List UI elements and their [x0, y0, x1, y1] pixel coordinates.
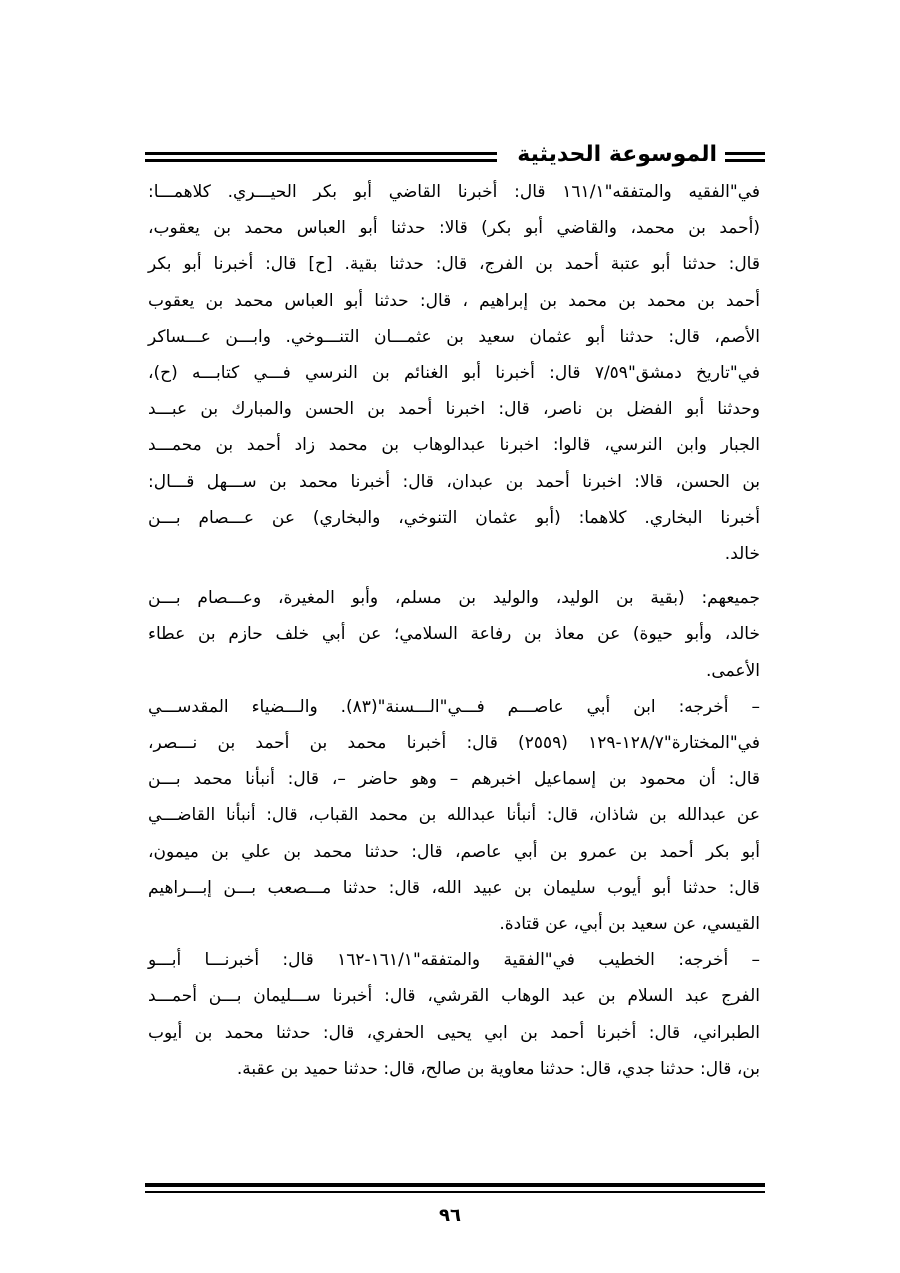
text-line: الطبراني، قال: أخبرنا أحمد بن ابي يحيى الحفري، قال: حدثنا محمد بن أيوب: [148, 1022, 760, 1043]
text-line: أحمد بن محمد بن محمد بن إبراهيم ، قال: حدثنا أبو العباس محمد بن يعقوب: [148, 290, 760, 311]
running-header: [145, 140, 765, 172]
text-line: في"الفقيه والمتفقه"١٦١/١ قال: أخبرنا القاضي أبو بكر الحيـــري. كلاهمـــا:: [148, 182, 760, 202]
text-line: – أخرجه: الخطيب في"الفقية والمتفقه"١٦١/١-١٦٢ قال: أخبرنـــا أبـــو: [148, 950, 760, 971]
header-rule-left-bottom: [145, 159, 497, 162]
text-line: القيسي، عن سعيد بن أبي، عن قتادة.: [499, 914, 760, 935]
page-number: ٩٦: [439, 1205, 461, 1226]
text-line: بن، قال: حدثنا جدي، قال: حدثنا معاوية بن صالح، قال: حدثنا حميد بن عقبة.: [236, 1058, 760, 1079]
text-line: وحدثنا أبو الفضل بن ناصر، قال: اخبرنا أحمد بن الحسن والمبارك بن عبـــد: [148, 399, 760, 420]
text-line: بن الحسن، قالا: اخبرنا أحمد بن عبدان، قال: أخبرنا محمد بن ســـهل قـــال:: [148, 471, 760, 492]
footer-rule-thin: [145, 1191, 765, 1193]
text-line: الجبار وابن النرسي، قالوا: اخبرنا عبدالوهاب بن محمد زاد أحمد بن محمـــد: [148, 435, 760, 456]
text-line: الأعمى.: [706, 660, 760, 681]
text-line: عن عبدالله بن شاذان، قال: أنبأنا عبدالله بن محمد القباب، قال: أنبأنا القاضـــي: [148, 805, 760, 826]
paragraph-2: [148, 580, 760, 689]
text-line: في"المختارة"١٢٨/٧-١٢٩ (٢٥٥٩) قال: أخبرنا محمد بن أحمد بن نـــصر،: [148, 733, 760, 754]
header-rule-right-bottom: [725, 159, 765, 162]
book-title: الموسوعة الحديثية: [517, 142, 717, 167]
paragraph-3: [148, 689, 760, 942]
paragraph-1: [148, 174, 760, 572]
text-line: أبو بكر أحمد بن عمرو بن أبي عاصم، قال: حدثنا محمد بن علي بن ميمون،: [148, 841, 760, 862]
text-line: (أحمد بن محمد، والقاضي أبو بكر) قالا: حدثنا أبو العباس محمد بن يعقوب،: [148, 218, 760, 239]
text-line: قال: حدثنا أبو أيوب سليمان بن عبيد الله، قال: حدثنا مـــصعب بـــن إبـــراهيم: [148, 877, 760, 898]
header-rule-left-top: [145, 152, 497, 155]
header-rule-right-top: [725, 152, 765, 155]
text-line: خالد، وأبو حيوة) عن معاذ بن رفاعة السلامي؛ عن أبي خلف حازم بن عطاء: [148, 624, 760, 645]
footer-rule-thick: [145, 1183, 765, 1187]
text-line: أخبرنا البخاري. كلاهما: (أبو عثمان التنوخي، والبخاري) عن عـــصام بـــن: [148, 507, 760, 528]
text-line: الأصم، قال: حدثنا أبو عثمان سعيد بن عثمـــان التنـــوخي. وابـــن عـــساكر: [148, 326, 760, 347]
text-line: قال: أن محمود بن إسماعيل اخبرهم – وهو حاضر –، قال: أنبأنا محمد بـــن: [148, 769, 760, 790]
text-line: جميعهم: (بقية بن الوليد، والوليد بن مسلم، وأبو المغيرة، وعـــصام بـــن: [148, 588, 760, 609]
text-line: خالد.: [724, 544, 760, 565]
paragraph-4: [148, 942, 760, 1087]
text-line: قال: حدثنا أبو عتبة أحمد بن الفرج، قال: حدثنا بقية. [ح] قال: أخبرنا أبو بكر: [148, 254, 760, 275]
body-text: [148, 174, 760, 1087]
text-line: – أخرجه: ابن أبي عاصـــم فـــي"الـــسنة"(٨٣). والـــضياء المقدســـي: [148, 696, 760, 717]
text-line: في"تاريخ دمشق"٧/٥٩ قال: أخبرنا أبو الغنائم بن النرسي فـــي كتابـــه (ح)،: [148, 363, 760, 384]
text-line: الفرج عبد السلام بن عبد الوهاب القرشي، قال: أخبرنا ســـليمان بـــن أحمـــد: [148, 986, 760, 1007]
